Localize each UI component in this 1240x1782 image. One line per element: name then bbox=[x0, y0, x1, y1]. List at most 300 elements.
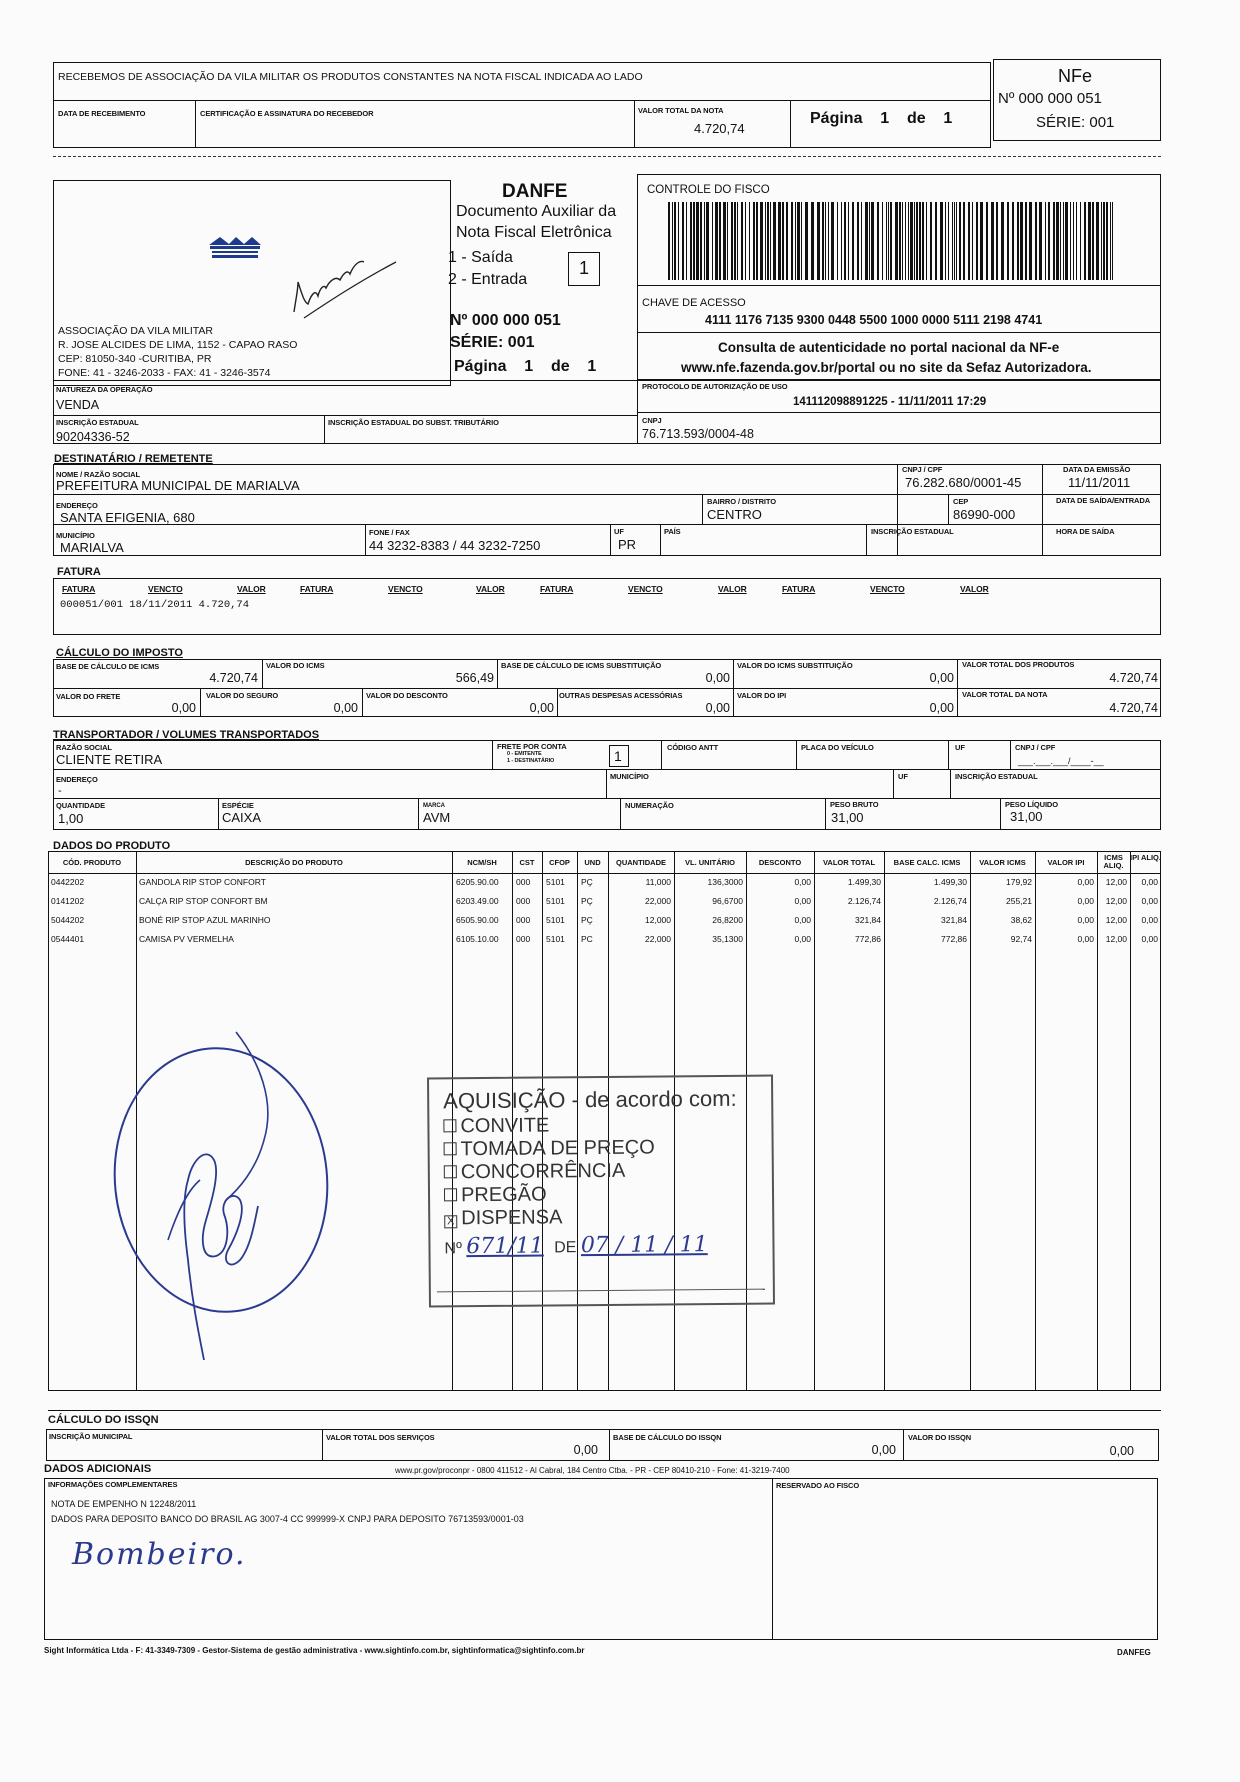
barcode-bar bbox=[782, 202, 784, 280]
product-cell: 5044202 bbox=[51, 915, 85, 925]
procon-line: www.pr.gov/proconpr - 0800 411512 - Al Cabral, 184 Centro Ctba. - PR - CEP 80410-210 - Fone: 41-3219-7400 bbox=[395, 1466, 790, 1475]
aquisicao-stamp bbox=[427, 1074, 775, 1307]
total-prod: 4.720,74 bbox=[1109, 671, 1158, 685]
product-cell: 2.126,74 bbox=[847, 896, 881, 906]
stamp-opt-concorrencia bbox=[444, 1160, 626, 1185]
barcode-bar bbox=[930, 202, 932, 280]
seguro-value: 0,00 bbox=[333, 701, 358, 715]
danfe-title: DANFE bbox=[502, 181, 568, 202]
product-cell: 1.499,30 bbox=[847, 877, 881, 887]
imposto-section: CÁLCULO DO IMPOSTO bbox=[56, 647, 183, 659]
barcode-bar bbox=[672, 202, 673, 280]
certificacao-label: CERTIFICAÇÃO E ASSINATURA DO RECEBEDOR bbox=[200, 109, 374, 118]
data-recebimento-label: DATA DE RECEBIMENTO bbox=[58, 109, 146, 118]
valor-icms-label: VALOR DO ICMS bbox=[266, 661, 325, 670]
product-cell: PÇ bbox=[581, 915, 593, 925]
barcode-bar bbox=[773, 202, 776, 280]
barcode-bar bbox=[786, 202, 788, 280]
protocolo-label: PROTOCOLO DE AUTORIZAÇÃO DE USO bbox=[642, 382, 788, 391]
ipi-value: 0,00 bbox=[929, 701, 954, 715]
dest-uf: PR bbox=[618, 537, 637, 552]
danfe-pagina-num: 1 bbox=[524, 358, 534, 375]
barcode-bar bbox=[674, 202, 676, 280]
handwritten-initials bbox=[288, 232, 408, 324]
barcode-bar bbox=[902, 202, 903, 280]
barcode-bar bbox=[1020, 202, 1023, 280]
barcode-bar bbox=[668, 202, 670, 280]
barcode-bar bbox=[704, 202, 705, 280]
issqn-section: CÁLCULO DO ISSQN bbox=[48, 1414, 159, 1426]
barcode-bar bbox=[922, 202, 924, 280]
product-cell: 6105.10.00 bbox=[456, 934, 499, 944]
stamp-opt-dispensa-label: DISPENSA bbox=[461, 1206, 563, 1230]
cnpj-emit: 76.713.593/0004-48 bbox=[642, 427, 754, 441]
product-cell: 12,000 bbox=[645, 915, 671, 925]
adicionais-section: DADOS ADICIONAIS bbox=[44, 1463, 152, 1475]
product-header: VALOR TOTAL bbox=[822, 858, 876, 867]
seguro-label: VALOR DO SEGURO bbox=[206, 691, 279, 700]
transportador-section: TRANSPORTADOR / VOLUMES TRANSPORTADOS bbox=[53, 729, 320, 741]
barcode-bar bbox=[723, 202, 726, 280]
product-cell: 11,000 bbox=[645, 877, 671, 887]
emitente-nome: ASSOCIAÇÃO DA VILA MILITAR bbox=[58, 325, 214, 337]
fatura-header: VALOR bbox=[476, 584, 505, 594]
product-cell: 772,86 bbox=[941, 934, 967, 944]
danfe-numero: Nº 000 000 051 bbox=[450, 312, 561, 329]
barcode-bar bbox=[737, 202, 738, 280]
stamp-title: AQUISIÇÃO - de acordo com: bbox=[443, 1085, 737, 1114]
barcode-bar bbox=[686, 202, 687, 280]
product-cell: 136,3000 bbox=[707, 877, 743, 887]
barcode-bar bbox=[715, 202, 718, 280]
natureza-value: VENDA bbox=[56, 398, 100, 412]
fatura-header: FATURA bbox=[300, 584, 334, 594]
barcode-bar bbox=[976, 202, 978, 280]
barcode-bar bbox=[1056, 202, 1059, 280]
danfe-serie: SÉRIE: 001 bbox=[450, 334, 535, 351]
barcode-bar bbox=[1088, 202, 1091, 280]
barcode-bar bbox=[831, 202, 834, 280]
danfe-saida: 1 - Saída bbox=[448, 249, 513, 266]
product-cell: 12,00 bbox=[1105, 915, 1127, 925]
barcode-bar bbox=[765, 202, 766, 280]
qtd-value: 1,00 bbox=[58, 811, 84, 826]
emitente-endereco: R. JOSE ALCIDES DE LIMA, 1152 - CAPAO RASO bbox=[58, 339, 298, 351]
transp-endereco-label: ENDEREÇO bbox=[56, 775, 98, 784]
transp-cnpj-label: CNPJ / CPF bbox=[1015, 743, 1056, 752]
product-cell: 5101 bbox=[546, 934, 565, 944]
barcode-bar bbox=[1001, 202, 1004, 280]
product-header: VL. UNITÁRIO bbox=[685, 858, 735, 867]
barcode-bar bbox=[811, 202, 814, 280]
info-label: INFORMAÇÕES COMPLEMENTARES bbox=[48, 1480, 178, 1489]
frete-opt2: 1 - DESTINATÁRIO bbox=[507, 758, 555, 764]
barcode-bar bbox=[734, 202, 736, 280]
product-cell: 0,00 bbox=[1141, 896, 1158, 906]
product-cell: 5101 bbox=[546, 915, 565, 925]
danfe-pagina bbox=[454, 358, 596, 376]
barcode-bar bbox=[935, 202, 937, 280]
product-cell: PC bbox=[581, 934, 593, 944]
product-cell: 22,000 bbox=[645, 896, 671, 906]
product-cell: 96,6700 bbox=[712, 896, 743, 906]
barcode-bar bbox=[817, 202, 820, 280]
barcode-bar bbox=[857, 202, 859, 280]
product-cell: GANDOLA RIP STOP CONFORT bbox=[139, 877, 266, 887]
barcode-bar bbox=[1060, 202, 1061, 280]
barcode-bar bbox=[700, 202, 702, 280]
nfe-title: NFe bbox=[1058, 66, 1093, 86]
barcode-bar bbox=[865, 202, 868, 280]
barcode-bar bbox=[696, 202, 699, 280]
stamp-num-label: Nº bbox=[444, 1240, 462, 1258]
product-cell: 26,8200 bbox=[712, 915, 743, 925]
barcode-bar bbox=[797, 202, 800, 280]
bruto-label: PESO BRUTO bbox=[830, 800, 879, 809]
barcode-bar bbox=[905, 202, 906, 280]
canhoto-valor-total: 4.720,74 bbox=[694, 121, 745, 136]
dest-bairro: CENTRO bbox=[707, 507, 762, 522]
barcode-bar bbox=[886, 202, 887, 280]
servicos-value: 0,00 bbox=[573, 1443, 598, 1457]
product-cell: 000 bbox=[516, 896, 531, 906]
danfe-pagina-total: 1 bbox=[587, 358, 597, 375]
product-cell: 12,00 bbox=[1105, 896, 1127, 906]
valor-st-label: VALOR DO ICMS SUBSTITUIÇÃO bbox=[737, 661, 853, 670]
barcode-bar bbox=[916, 202, 918, 280]
barcode-bar bbox=[882, 202, 883, 280]
barcode-bar bbox=[712, 202, 713, 280]
danfe-de-label: de bbox=[550, 358, 570, 375]
barcode-bar bbox=[805, 202, 808, 280]
desconto-value: 0,00 bbox=[529, 701, 554, 715]
product-header: BASE CALC. ICMS bbox=[893, 858, 961, 867]
barcode-bar bbox=[1096, 202, 1099, 280]
barcode-bar bbox=[693, 202, 695, 280]
danfe-sub2: Nota Fiscal Eletrônica bbox=[456, 224, 612, 241]
fatura-line: 000051/001 18/11/2011 4.720,74 bbox=[60, 599, 250, 611]
dest-emissao: 11/11/2011 bbox=[1068, 475, 1131, 490]
product-cell: 1.499,30 bbox=[933, 877, 967, 887]
barcode-bar bbox=[1045, 202, 1046, 280]
barcode-bar bbox=[770, 202, 771, 280]
canhoto-valor-label: VALOR TOTAL DA NOTA bbox=[638, 106, 724, 115]
barcode-bar bbox=[690, 202, 692, 280]
ie-value: 90204336-52 bbox=[56, 430, 130, 444]
frete-opt1: 0 - EMITENTE bbox=[507, 751, 542, 757]
product-cell: PÇ bbox=[581, 877, 593, 887]
barcode-bar bbox=[841, 202, 842, 280]
outras-value: 0,00 bbox=[705, 701, 730, 715]
stamp-opt-tomada bbox=[444, 1137, 655, 1162]
product-cell: 179,92 bbox=[1006, 877, 1032, 887]
barcode-bar bbox=[682, 202, 684, 280]
reservado-label: RESERVADO AO FISCO bbox=[776, 1481, 860, 1490]
chave-acesso: 4111 1176 7135 9300 0448 5500 1000 0000 5111 2198 4741 bbox=[705, 313, 1043, 327]
product-cell: 0,00 bbox=[1141, 877, 1158, 887]
product-header: DESCONTO bbox=[758, 858, 802, 867]
transp-municipio-label: MUNICÍPIO bbox=[610, 772, 649, 781]
stamp-opt-concorrencia-label: CONCORRÊNCIA bbox=[460, 1159, 626, 1184]
dest-fone: 44 3232-8383 / 44 3232-7250 bbox=[369, 538, 541, 553]
dest-cep: 86990-000 bbox=[953, 507, 1016, 522]
barcode-bar bbox=[844, 202, 846, 280]
stamp-opt-convite bbox=[443, 1114, 549, 1138]
stamp-opt-pregao-label: PREGÃO bbox=[460, 1183, 547, 1207]
handwritten-note: Bombeiro. bbox=[72, 1537, 247, 1572]
product-header: CST bbox=[519, 858, 535, 867]
marca-value: AVM bbox=[423, 810, 451, 825]
barcode-bar bbox=[910, 202, 913, 280]
barcode-bar bbox=[741, 202, 743, 280]
barcode-bar bbox=[791, 202, 793, 280]
transp-endereco: - bbox=[58, 785, 62, 797]
product-header: CFOP bbox=[549, 858, 570, 867]
fatura-header: VALOR bbox=[718, 584, 747, 594]
barcode-bar bbox=[1101, 202, 1102, 280]
dest-endereco-label: ENDEREÇO bbox=[56, 501, 98, 510]
ie-label: INSCRIÇÃO ESTADUAL bbox=[56, 418, 139, 427]
danfe-sub1: Documento Auxiliar da bbox=[456, 203, 617, 220]
product-cell: 0,00 bbox=[1141, 915, 1158, 925]
barcode-bar bbox=[980, 202, 983, 280]
dest-cnpj-label: CNPJ / CPF bbox=[902, 465, 943, 474]
product-header: VALOR IPI bbox=[1047, 858, 1085, 867]
barcode-bar bbox=[1063, 202, 1064, 280]
barcode-bar bbox=[972, 202, 973, 280]
barcode-bar bbox=[731, 202, 733, 280]
barcode-bar bbox=[871, 202, 874, 280]
barcode-bar bbox=[1029, 202, 1032, 280]
dest-cnpj: 76.282.680/0001-45 bbox=[905, 475, 1022, 490]
stamp-de-label: DE bbox=[554, 1239, 577, 1257]
barcode-bar bbox=[760, 202, 763, 280]
barcode-bar bbox=[956, 202, 957, 280]
barcode-bar bbox=[914, 202, 915, 280]
outras-label: OUTRAS DESPESAS ACESSÓRIAS bbox=[559, 691, 683, 700]
barcode-bar bbox=[1073, 202, 1074, 280]
product-cell: BONÉ RIP STOP AZUL MARINHO bbox=[139, 915, 271, 925]
dest-municipio-label: MUNICÍPIO bbox=[56, 531, 95, 540]
destinatario-section: DESTINATÁRIO / REMETENTE bbox=[54, 453, 213, 465]
base-issqn-label: BASE DE CÁLCULO DO ISSQN bbox=[613, 1433, 722, 1442]
emitente-logo-icon bbox=[206, 234, 264, 260]
product-cell: CAMISA PV VERMELHA bbox=[139, 934, 234, 944]
product-cell: 5101 bbox=[546, 896, 565, 906]
product-cell: 2.126,74 bbox=[933, 896, 967, 906]
barcode-bar bbox=[861, 202, 862, 280]
barcode-bar bbox=[963, 202, 965, 280]
emitente-cep: CEP: 81050-340 -CURITIBA, PR bbox=[58, 353, 212, 365]
barcode-bar bbox=[719, 202, 721, 280]
fatura-header: VENCTO bbox=[870, 584, 905, 594]
canhoto-pagina-total: 1 bbox=[943, 110, 953, 127]
cnpj-emit-label: CNPJ bbox=[642, 416, 662, 425]
barcode-bar bbox=[1017, 202, 1019, 280]
chave-label: CHAVE DE ACESSO bbox=[642, 297, 746, 309]
consulta-1: Consulta de autenticidade no portal nacional da NF-e bbox=[718, 340, 1060, 355]
barcode-bar bbox=[869, 202, 870, 280]
liquido-label: PESO LÍQUIDO bbox=[1005, 800, 1058, 809]
especie-value: CAIXA bbox=[222, 810, 262, 825]
stamp-check-icon: X bbox=[444, 1215, 457, 1228]
product-cell: 0,00 bbox=[1141, 934, 1158, 944]
barcode-bar bbox=[952, 202, 953, 280]
servicos-label: VALOR TOTAL DOS SERVIÇOS bbox=[326, 1433, 435, 1442]
barcode-bar bbox=[991, 202, 994, 280]
antt-label: CÓDIGO ANTT bbox=[667, 743, 719, 752]
dest-ie-label: INSCRIÇÃO ESTADUAL bbox=[871, 527, 954, 536]
transp-cnpj: ___.___.___/____-__ bbox=[1018, 756, 1104, 766]
transp-uf-label: UF bbox=[955, 743, 965, 752]
stamp-opt-convite-label: CONVITE bbox=[460, 1114, 550, 1138]
barcode-bar bbox=[1065, 202, 1068, 280]
dest-saida-label: DATA DE SAÍDA/ENTRADA bbox=[1056, 496, 1151, 505]
fatura-header: FATURA bbox=[782, 584, 816, 594]
dest-cep-label: CEP bbox=[953, 497, 969, 506]
barcode-bar bbox=[888, 202, 889, 280]
valor-issqn-label: VALOR DO ISSQN bbox=[908, 1433, 972, 1442]
product-cell: 321,84 bbox=[941, 915, 967, 925]
product-header: VALOR ICMS bbox=[979, 858, 1026, 867]
barcode-bar bbox=[801, 202, 802, 280]
footer-left: Sight Informática Ltda - F: 41-3349-7309 - Gestor-Sistema de gestão administrativa - www.sightinfo.com.br, sightinformatica@sightinfo.com.br bbox=[44, 1646, 585, 1655]
dest-nome: PREFEITURA MUNICIPAL DE MARIALVA bbox=[56, 478, 300, 493]
barcode-bar bbox=[945, 202, 946, 280]
fatura-section: FATURA bbox=[57, 566, 101, 578]
barcode-bar bbox=[895, 202, 898, 280]
razao-value: CLIENTE RETIRA bbox=[56, 752, 163, 767]
barcode-bar bbox=[756, 202, 758, 280]
total-prod-label: VALOR TOTAL DOS PRODUTOS bbox=[962, 660, 1075, 669]
barcode-bar bbox=[852, 202, 854, 280]
barcode-bar bbox=[926, 202, 927, 280]
product-cell: 0,00 bbox=[1077, 877, 1094, 887]
barcode-bar bbox=[1112, 202, 1113, 280]
product-cell: PÇ bbox=[581, 896, 593, 906]
barcode-bar bbox=[986, 202, 988, 280]
liquido-value: 31,00 bbox=[1010, 809, 1043, 824]
canhoto-de-label: de bbox=[906, 110, 926, 127]
barcode-bar bbox=[1092, 202, 1094, 280]
product-cell: 35,1300 bbox=[712, 934, 743, 944]
info-1: NOTA DE EMPENHO N 12248/2011 bbox=[51, 1499, 197, 1509]
product-cell: 6203.49.00 bbox=[456, 896, 499, 906]
qtd-label: QUANTIDADE bbox=[56, 801, 105, 810]
barcode-bar bbox=[968, 202, 970, 280]
barcode-bar bbox=[1035, 202, 1037, 280]
barcode-bar bbox=[848, 202, 849, 280]
product-header: QUANTIDADE bbox=[616, 858, 666, 867]
danfe-pagina-label: Página bbox=[454, 358, 507, 375]
barcode-bar bbox=[767, 202, 769, 280]
barcode-bar bbox=[908, 202, 909, 280]
barcode-bar bbox=[1076, 202, 1077, 280]
barcode-bar bbox=[877, 202, 879, 280]
fatura-header: VALOR bbox=[960, 584, 989, 594]
canhoto-pagina-num: 1 bbox=[880, 110, 890, 127]
product-cell: 255,21 bbox=[1006, 896, 1032, 906]
numeracao-label: NUMERAÇÃO bbox=[625, 801, 674, 810]
frete-value: 0,00 bbox=[171, 701, 196, 715]
natureza-label: NATUREZA DA OPERAÇÃO bbox=[56, 385, 153, 394]
stamp-opt-pregao bbox=[444, 1183, 547, 1207]
stamp-opt-dispensa bbox=[444, 1206, 562, 1230]
dest-bairro-label: BAIRRO / DISTRITO bbox=[707, 497, 776, 506]
barcode-bar bbox=[1039, 202, 1042, 280]
fatura-header: FATURA bbox=[62, 584, 96, 594]
product-header: IPI ALIQ. bbox=[1130, 853, 1161, 862]
canhoto-pagina-label: Página bbox=[810, 110, 863, 127]
barcode-bar bbox=[996, 202, 998, 280]
barcode-bar bbox=[890, 202, 892, 280]
valor-icms: 566,49 bbox=[455, 671, 494, 685]
stamp-num: 671/11 bbox=[466, 1233, 544, 1260]
fatura-header: FATURA bbox=[540, 584, 574, 594]
base-issqn-value: 0,00 bbox=[871, 1443, 896, 1457]
product-cell: 0,00 bbox=[794, 934, 811, 944]
product-header: DESCRIÇÃO DO PRODUTO bbox=[245, 858, 343, 867]
dest-uf-label: UF bbox=[614, 527, 624, 536]
protocolo-value: 141112098891225 - 11/11/2011 17:29 bbox=[793, 396, 987, 408]
canhoto-text: RECEBEMOS DE ASSOCIAÇÃO DA VILA MILITAR OS PRODUTOS CONSTANTES NA NOTA FISCAL INDICADA AO LADO bbox=[58, 71, 643, 83]
barcode-bar bbox=[837, 202, 838, 280]
barcode-bar bbox=[753, 202, 755, 280]
barcode-bar bbox=[1103, 202, 1105, 280]
product-cell: 6505.90.00 bbox=[456, 915, 499, 925]
transp-ie-label: INSCRIÇÃO ESTADUAL bbox=[955, 772, 1038, 781]
barcode-bar bbox=[1070, 202, 1071, 280]
ie-st-label: INSCRIÇÃO ESTADUAL DO SUBST. TRIBUTÁRIO bbox=[328, 418, 499, 427]
consulta-2: www.nfe.fazenda.gov.br/portal ou no site da Sefaz Autorizadora. bbox=[681, 360, 1092, 375]
barcode-bar bbox=[822, 202, 824, 280]
valor-st: 0,00 bbox=[929, 671, 954, 685]
barcode-bar bbox=[678, 202, 679, 280]
product-cell: 0141202 bbox=[51, 896, 85, 906]
barcode-bar bbox=[919, 202, 921, 280]
barcode-bar bbox=[795, 202, 796, 280]
total-nota-label: VALOR TOTAL DA NOTA bbox=[962, 690, 1048, 699]
stamp-num-row bbox=[444, 1233, 707, 1260]
nfe-numero: Nº 000 000 051 bbox=[998, 90, 1102, 107]
emitente-fone: FONE: 41 - 3246-2033 - FAX: 41 - 3246-3574 bbox=[58, 367, 271, 379]
barcode-bar bbox=[1007, 202, 1009, 280]
placa-label: PLACA DO VEÍCULO bbox=[801, 743, 874, 752]
product-cell: 0,00 bbox=[1077, 915, 1094, 925]
ipi-label: VALOR DO IPI bbox=[737, 691, 787, 700]
barcode-bar bbox=[1106, 202, 1108, 280]
product-cell: 0544401 bbox=[51, 934, 85, 944]
produtos-section: DADOS DO PRODUTO bbox=[53, 840, 171, 852]
total-nota: 4.720,74 bbox=[1109, 701, 1158, 715]
dest-nome-label: NOME / RAZÃO SOCIAL bbox=[56, 470, 140, 479]
barcode-bar bbox=[1084, 202, 1086, 280]
barcode-bar bbox=[828, 202, 829, 280]
base-st-label: BASE DE CÁLCULO DE ICMS SUBSTITUIÇÃO bbox=[501, 661, 662, 670]
danfe-entrada: 2 - Entrada bbox=[448, 271, 528, 288]
fatura-header: VENCTO bbox=[388, 584, 423, 594]
frete-label: VALOR DO FRETE bbox=[56, 692, 121, 701]
product-cell: 5101 bbox=[546, 877, 565, 887]
product-cell: 0,00 bbox=[1077, 896, 1094, 906]
product-header: NCM/SH bbox=[467, 858, 497, 867]
barcode-bar bbox=[825, 202, 826, 280]
product-cell: 0,00 bbox=[794, 915, 811, 925]
info-2: DADOS PARA DEPOSITO BANCO DO BRASIL AG 3007-4 CC 999999-X CNPJ PARA DEPOSITO 76713593/0001-03 bbox=[51, 1514, 524, 1524]
product-cell: 38,62 bbox=[1010, 915, 1032, 925]
product-cell: 22,000 bbox=[645, 934, 671, 944]
footer-right: DANFEG bbox=[1117, 1648, 1151, 1657]
